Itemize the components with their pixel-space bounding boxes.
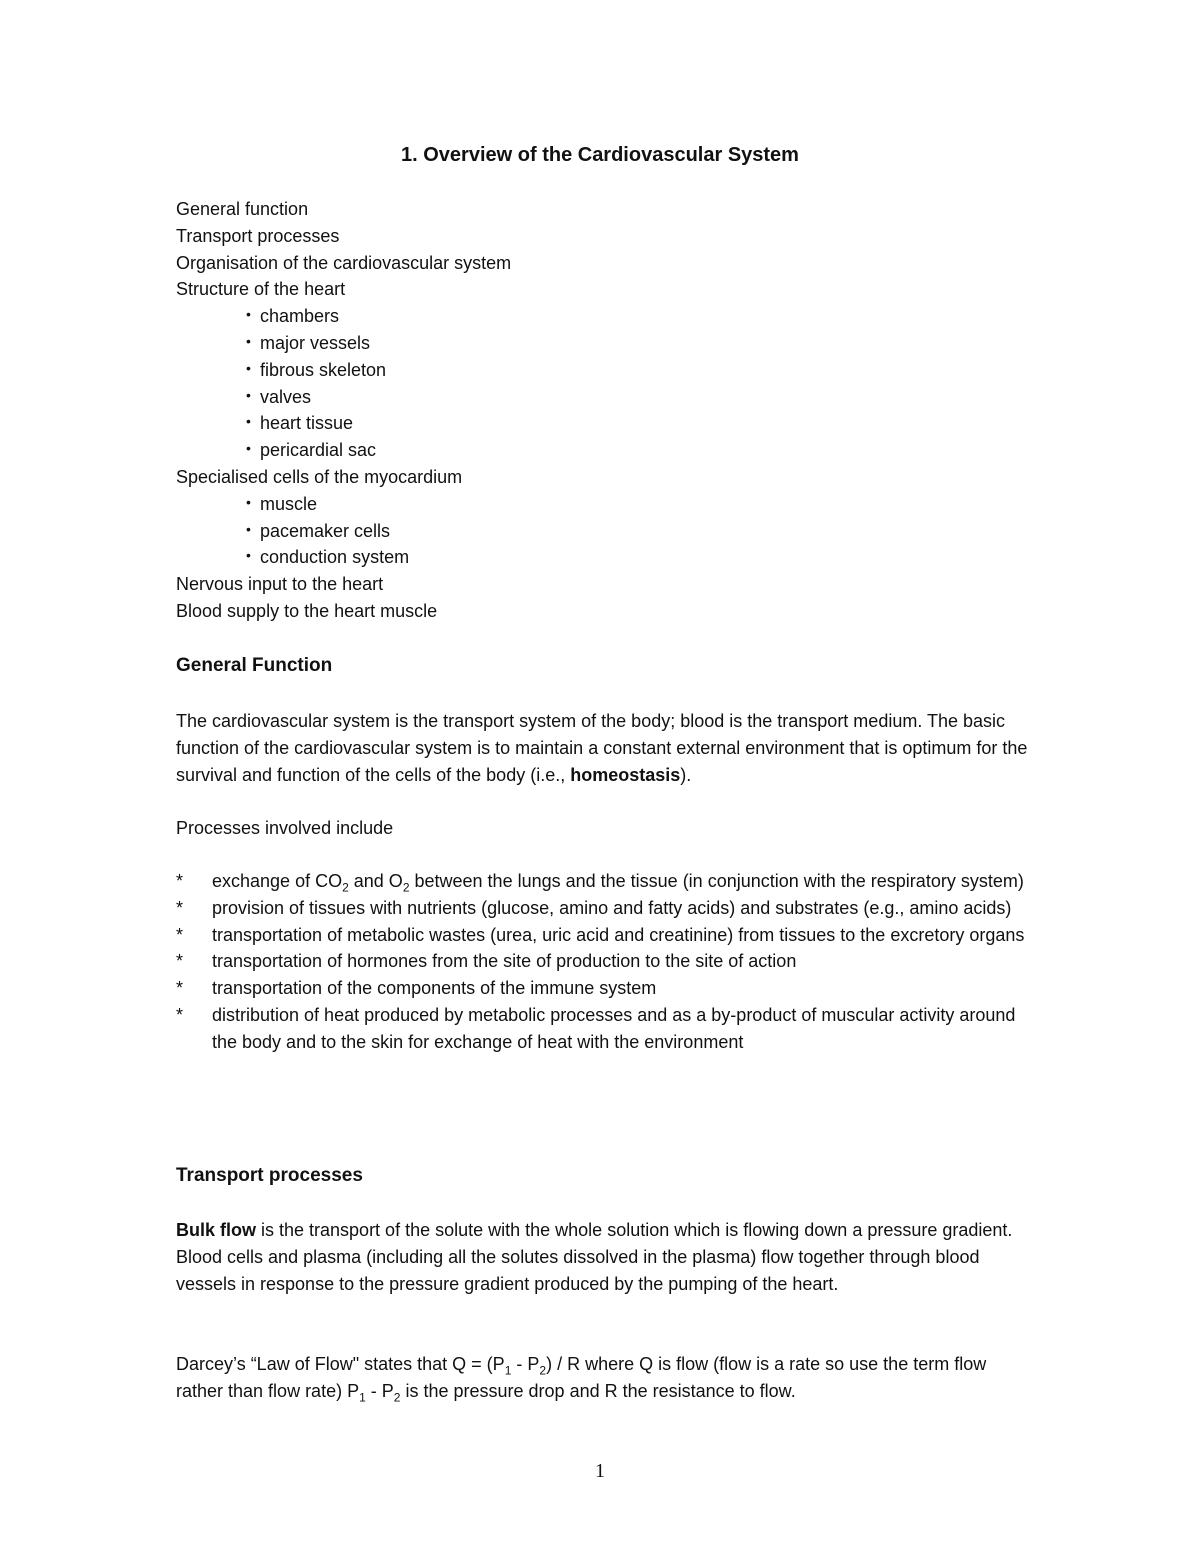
outline-text: Organisation of the cardiovascular system [176,252,512,273]
outline-subitem [176,330,1076,357]
bullet-marker: • [246,440,251,457]
outline-text: valves [260,386,312,407]
outline-subitem [176,518,1076,545]
document-title: 1. Overview of the Cardiovascular System [401,144,799,166]
section-heading-transport-processes: Transport processes [176,1165,363,1186]
outline-item [176,223,1076,250]
bullet-marker: • [246,547,251,564]
outline-text: General function [176,199,309,219]
list-item: * transportation of hormones from the site of production to the site of action [176,948,1036,975]
outline-text: pericardial sac [260,440,377,461]
bullet-marker: * [176,897,184,918]
law-of-flow-paragraph: Darcey’s “Law of Flow" states that $Q = (P_1 - P_2) / R$ where Q is flow (flow is a rate so use the term flow rather than flow rate) $P_1 - P_2$ is the pressure drop and R the resistance to flow. [176,1354,987,1405]
outline-text: major vessels [260,332,371,353]
outline-item [176,250,1076,277]
outline-text: Structure of the heart [176,279,346,300]
bullet-marker: * [176,871,184,891]
bullet-marker: • [246,386,251,403]
topic-outline [176,196,1076,625]
outline-text: pacemaker cells [260,520,391,541]
outline-subitem [176,303,1076,330]
bullet-marker: * [176,951,184,972]
outline-item [176,276,1076,303]
outline-text: muscle [260,493,318,514]
general-function-paragraph: The cardiovascular system is the transport system of the body; blood is the transport medium. The basic function of the cardiovascular system is to maintain a constant external environment that is optimum for the survival and function of the cells of the body (i.e., homeostasis). [176,711,1028,785]
processes-list [176,868,1036,1056]
outline-item [176,598,1076,625]
outline-text: Blood supply to the heart muscle [176,600,438,621]
outline-subitem [176,384,1076,411]
outline-subitem [176,357,1076,384]
bullet-marker: * [176,924,184,945]
list-item: * exchange of $CO_2$ and $O_2$ between the lungs and the tissue (in conjunction with the respiratory system) [176,868,1036,895]
outline-text: chambers [260,306,340,327]
bullet-marker: • [246,493,251,510]
outline-subitem [176,544,1076,571]
outline-text: Transport processes [176,225,340,246]
bullet-marker: • [246,359,251,376]
outline-text: Specialised cells of the myocardium [176,466,463,487]
section-heading-general-function: General Function [176,655,333,676]
outline-text: conduction system [260,547,410,568]
outline-text: Nervous input to the heart [176,574,384,595]
list-item: * transportation of the components of the immune system [176,975,1036,1002]
outline-subitem [176,437,1076,464]
bulk-flow-paragraph: Bulk flow is the transport of the solute with the whole solution which is flowing down a pressure gradient. Blood cells and plasma (including all the solutes dissolved in the plasma) flow together through blood vessels in response to the pressure gradient produced by the pumping of the heart. [176,1220,1013,1294]
list-item: * distribution of heat produced by metabolic processes and as a by-product of muscular activity around the body and to the skin for exchange of heat with the environment [176,1002,1036,1056]
outline-item [176,571,1076,598]
outline-subitem [176,410,1076,437]
outline-item [176,196,1076,223]
list-item: * transportation of metabolic wastes (urea, uric acid and creatinine) from tissues to the excretory organs [176,922,1036,949]
bullet-marker: • [246,332,251,349]
outline-item [176,464,1076,491]
bullet-marker: • [246,520,251,537]
bullet-marker: • [246,413,251,430]
outline-subitem [176,491,1076,518]
processes-intro: Processes involved include [176,818,394,838]
outline-text: fibrous skeleton [260,359,387,380]
outline-text: heart tissue [260,413,354,434]
bullet-marker: * [176,978,184,999]
page-number: 1 [595,1460,605,1482]
bullet-marker: * [176,1004,184,1025]
bullet-marker: • [246,306,251,323]
list-item: * provision of tissues with nutrients (glucose, amino and fatty acids) and substrates (e.g., amino acids) [176,895,1036,922]
